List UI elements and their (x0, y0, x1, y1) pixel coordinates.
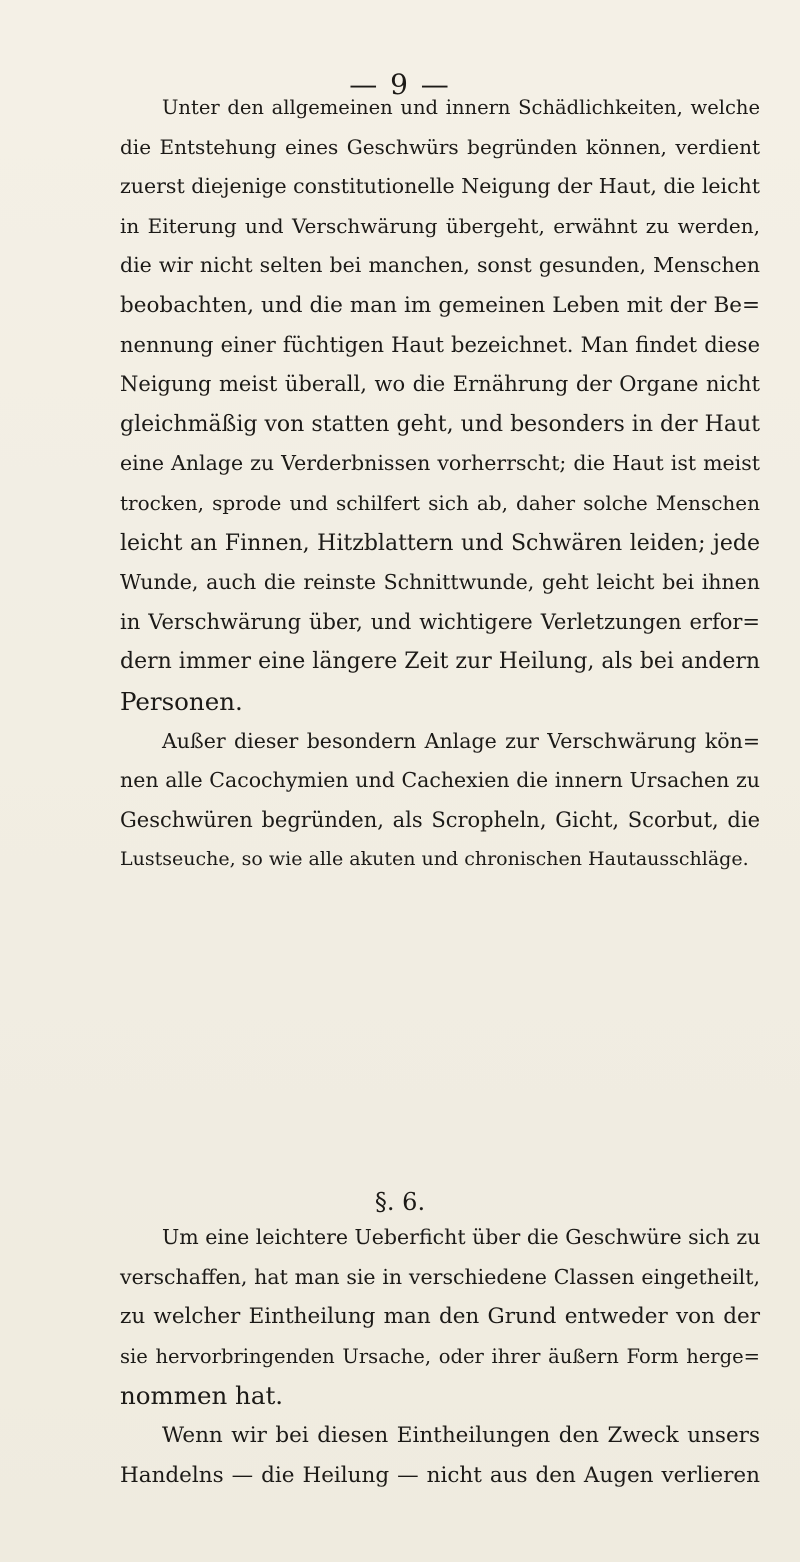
paragraph-3 (120, 1218, 760, 1495)
text-line: gleichmäßig von statten geht, und besonders in der Haut (120, 411, 760, 437)
text-line: Um eine leichtere Ueberficht über die Geschwüre sich zu (162, 1225, 761, 1249)
text-line: leicht an Finnen, Hitzblattern und Schwären leiden; jede (120, 530, 760, 556)
text-line: trocken, sprode und schilfert sich ab, daher solche Menschen (120, 490, 760, 515)
text-line: dern immer eine längere Zeit zur Heilung, als bei andern (120, 649, 761, 675)
text-line: Personen. (120, 686, 243, 716)
text-line: zu welcher Eintheilung man den Grund entweder von der (120, 1304, 760, 1330)
text-line: Wunde, auch die reinste Schnittwunde, geht leicht bei ihnen (120, 570, 760, 595)
text-line: in Verschwärung über, und wichtigere Verletzungen erfor= (120, 609, 760, 634)
section-heading: §. 6. (374, 1188, 426, 1216)
text-line: Wenn wir bei diesen Eintheilungen den Zweck unsers (162, 1422, 760, 1448)
text-line: Geschwüren begründen, als Scropheln, Gicht, Scorbut, die (120, 807, 760, 832)
text-line: Neigung meist überall, wo die Ernährung der Organe nicht (120, 372, 760, 397)
text-line: Lustseuche, so wie alle akuten und chronischen Hautausschläge. (120, 848, 749, 871)
paragraph-1 (120, 88, 760, 880)
text-line: sie hervorbringenden Ursache, oder ihrer äußern Form herge= (120, 1344, 760, 1368)
text-line: Handelns — die Heilung — nicht aus den Augen verlieren (120, 1462, 760, 1488)
text-line: die Entstehung eines Geschwürs begründen können, verdient (120, 134, 760, 159)
text-line: Außer dieser besondern Anlage zur Verschwärung kön= (162, 728, 760, 753)
text-line: beobachten, und die man im gemeinen Leben mit der Be= (120, 292, 760, 318)
text-line: nennung einer füchtigen Haut bezeichnet. Man findet diese (120, 332, 760, 357)
text-line: Unter den allgemeinen und innern Schädlichkeiten, welche (162, 96, 760, 119)
text-line: in Eiterung und Verschwärung übergeht, erwähnt zu werden, (120, 213, 760, 238)
text-line: zuerst diejenige constitutionelle Neigung der Haut, die leicht (120, 174, 760, 199)
text-line: eine Anlage zu Verderbnissen vorherrscht; die Haut ist meist (120, 451, 760, 476)
text-line: nommen hat. (120, 1381, 284, 1411)
text-line: nen alle Cacochymien und Cachexien die innern Ursachen zu (120, 768, 760, 793)
page-number-header: — 9 — (349, 68, 451, 101)
text-line: verschaffen, hat man sie in verschiedene Classen eingetheilt, (120, 1264, 760, 1289)
text-line: die wir nicht selten bei manchen, sonst gesunden, Menschen (120, 253, 760, 278)
